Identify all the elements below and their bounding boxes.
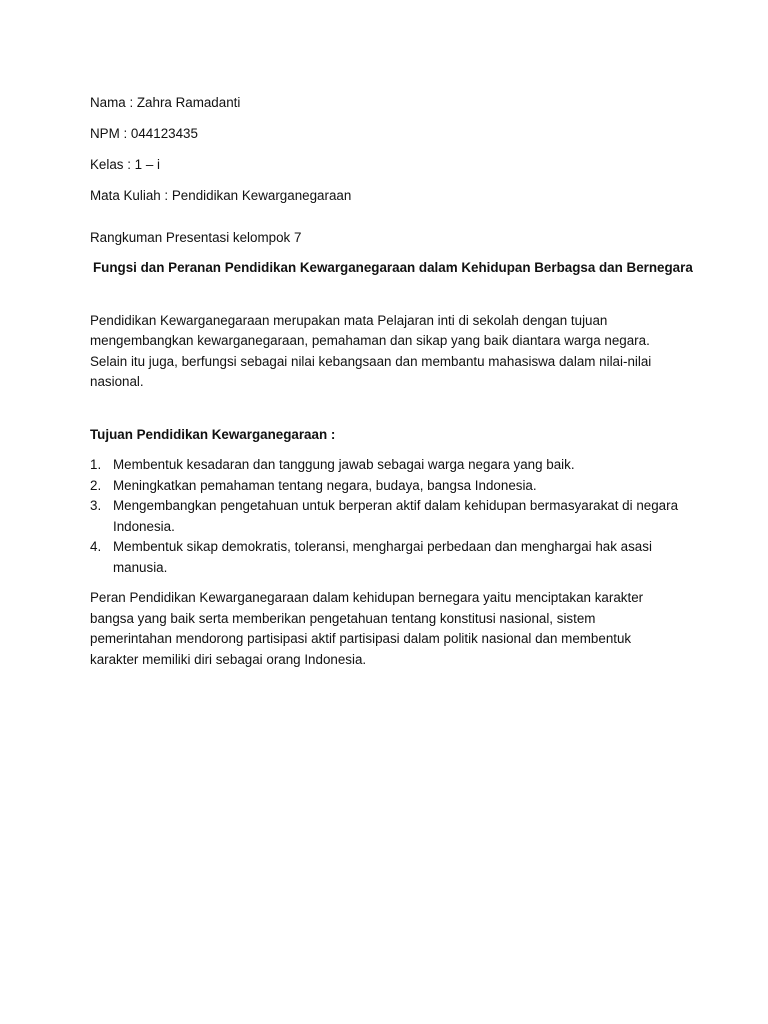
list-item <box>90 455 680 476</box>
document-content <box>90 93 693 670</box>
list-item-number: 1. <box>90 457 102 472</box>
course-name: Mata Kuliah : Pendidikan Kewarganegaraan <box>90 188 352 203</box>
goals-heading: Tujuan Pendidikan Kewarganegaraan : <box>90 426 336 442</box>
list-item <box>90 476 680 497</box>
list-item <box>90 496 680 537</box>
spacer <box>90 207 680 228</box>
intro-paragraph: Pendidikan Kewarganegaraan merupakan mata Pelajaran inti di sekolah dengan tujuan mengembangkan kewarganegaraan, pemahaman dan sikap yang baik diantara warga negara. Selain itu juga, berfungsi sebagai nilai kebangsaan dan membantu mahasiswa dalam nilai-nilai nasional. <box>90 312 652 389</box>
list-item-number: 4. <box>90 539 102 554</box>
document-subtitle: Rangkuman Presentasi kelompok 7 <box>90 229 302 245</box>
list-item <box>90 537 680 578</box>
student-name: Nama : Zahra Ramadanti <box>90 95 241 110</box>
list-item-text: Mengembangkan pengetahuan untuk berperan aktif dalam kehidupan bermasyarakat di negara Indonesia. <box>113 498 679 534</box>
goals-list <box>90 455 680 578</box>
list-item-number: 3. <box>90 498 102 513</box>
list-item-number: 2. <box>90 477 102 493</box>
document-title: Fungsi dan Peranan Pendidikan Kewarganegaraan dalam Kehidupan Berbagsa dan Bernegara <box>93 260 693 275</box>
student-class: Kelas : 1 – i <box>90 157 160 172</box>
list-item-text: Meningkatkan pemahaman tentang negara, budaya, bangsa Indonesia. <box>113 477 537 493</box>
list-item-text: Membentuk kesadaran dan tanggung jawab sebagai warga negara yang baik. <box>113 457 575 472</box>
list-item-text: Membentuk sikap demokratis, toleransi, menghargai perbedaan dan menghargai hak asasi manusia. <box>113 539 652 575</box>
student-npm: NPM : 044123435 <box>90 126 198 141</box>
closing-paragraph: Peran Pendidikan Kewarganegaraan dalam kehidupan bernegara yaitu menciptakan karakter bangsa yang baik serta memberikan pengetahuan tentang konstitusi nasional, sistem pemerintahan mendorong partisipasi aktif partisipasi dalam politik nasional dan membentuk karakter memiliki diri sebagai orang Indonesia. <box>90 590 644 667</box>
